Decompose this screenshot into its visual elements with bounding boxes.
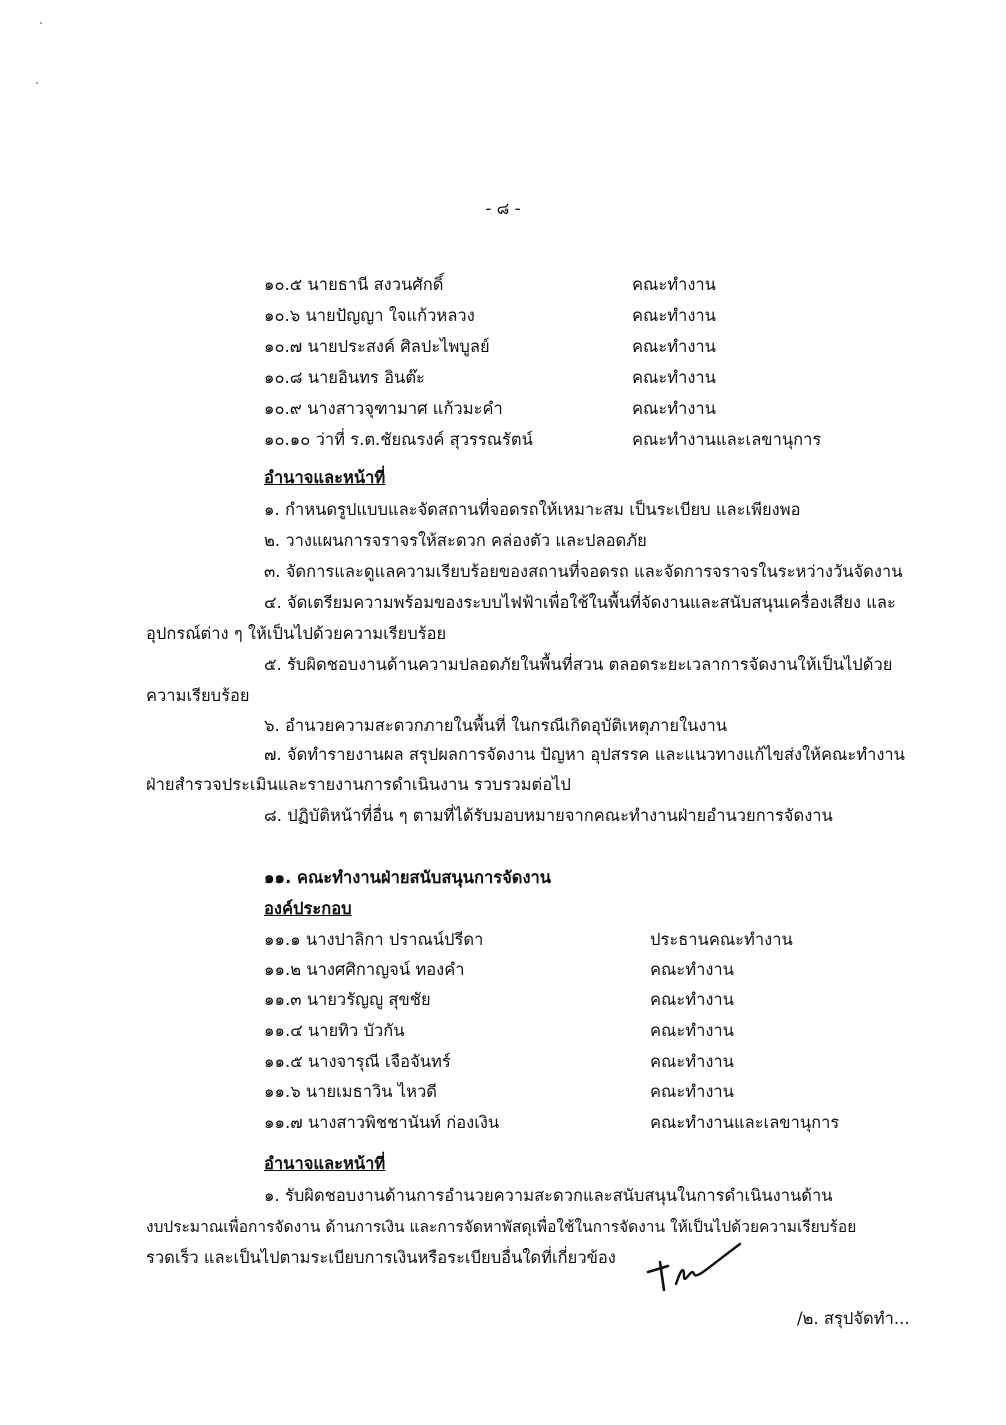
continuation-note: /๒. สรุปจัดทำ... (797, 1309, 910, 1328)
handwritten-signature (640, 1236, 750, 1296)
member-role: ประธานคณะทำงาน (650, 930, 793, 949)
member-role: คณะทำงานและเลขานุการ (632, 430, 822, 449)
member-name: ๑๐.๑๐ ว่าที่ ร.ต.ชัยณรงค์ สุวรรณรัตน์ (264, 430, 533, 449)
section-title: ๑๑. คณะทำงานฝ่ายสนับสนุนการจัดงาน (264, 868, 552, 887)
duty-item: ๓. จัดการและดูแลความเรียบร้อยของสถานที่จอดรถ และจัดการจราจรในระหว่างวันจัดงาน (264, 562, 903, 581)
member-role: คณะทำงาน (650, 1052, 734, 1071)
member-role: คณะทำงาน (632, 275, 716, 294)
member-name: ๑๐.๖ นายปัญญา ใจแก้วหลวง (264, 306, 475, 325)
duty-item: ๑. กำหนดรูปแบบและจัดสถานที่จอดรถให้เหมาะสม เป็นระเบียบ และเพียงพอ (264, 500, 801, 519)
duty-item: ๘. ปฏิบัติหน้าที่อื่น ๆ ตามที่ได้รับมอบหมายจากคณะทำงานฝ่ายอำนวยการจัดงาน (264, 806, 833, 825)
duty-item: ๗. จัดทำรายงานผล สรุปผลการจัดงาน ปัญหา อุปสรรค และแนวทางแก้ไขส่งให้คณะทำงาน (264, 745, 905, 764)
duty-item: ๕. รับผิดชอบงานด้านความปลอดภัยในพื้นที่สวน ตลอดระยะเวลาการจัดงานให้เป็นไปด้วย (264, 655, 893, 674)
member-role: คณะทำงาน (650, 1021, 734, 1040)
member-role: คณะทำงาน (632, 399, 716, 418)
member-name: ๑๑.๔ นายทิว บัวกัน (264, 1021, 405, 1040)
member-role: คณะทำงาน (650, 960, 734, 979)
duty-item-continuation: รวดเร็ว และเป็นไปตามระเบียบการเงินหรือระเบียบอื่นใดที่เกี่ยวข้อง (146, 1248, 616, 1267)
duty-item-continuation: ฝ่ายสำรวจประเมินและรายงานการดำเนินงาน รวบรวมต่อไป (146, 775, 571, 794)
member-name: ๑๐.๙ นางสาวจุฑามาศ แก้วมะคำ (264, 399, 503, 418)
duty-item-continuation: ความเรียบร้อย (146, 686, 250, 705)
scan-speck (40, 22, 42, 24)
member-role: คณะทำงาน (632, 306, 716, 325)
duty-item: ๒. วางแผนการจราจรให้สะดวก คล่องตัว และปลอดภัย (264, 531, 647, 550)
scan-speck (36, 82, 38, 84)
member-name: ๑๐.๕ นายธานี สงวนศักดิ์ (264, 275, 444, 294)
member-name: ๑๑.๓ นายวรัญญู สุขชัย (264, 990, 431, 1009)
member-role: คณะทำงาน (632, 337, 716, 356)
member-name: ๑๐.๗ นายประสงค์ ศิลปะไพบูลย์ (264, 337, 490, 356)
member-name: ๑๑.๑ นางปาลิกา ปราณน์ปรีดา (264, 930, 484, 949)
duties-heading: อำนาจและหน้าที่ (264, 468, 386, 487)
member-name: ๑๑.๖ นายเมธาวิน ไหวดี (264, 1082, 437, 1101)
member-name: ๑๑.๗ นางสาวพิชชานันท์ ก่องเงิน (264, 1113, 500, 1132)
duty-item: ๖. อำนวยความสะดวกภายในพื้นที่ ในกรณีเกิดอุบัติเหตุภายในงาน (264, 716, 728, 735)
duty-item: ๑. รับผิดชอบงานด้านการอำนวยความสะดวกและสนับสนุนในการดำเนินงานด้าน (264, 1186, 833, 1205)
member-role: คณะทำงาน (632, 368, 716, 387)
composition-heading: องค์ประกอบ (264, 899, 352, 918)
duty-item: ๔. จัดเตรียมความพร้อมของระบบไฟฟ้าเพื่อใช้ในพื้นที่จัดงานและสนับสนุนเครื่องเสียง และ (264, 593, 896, 612)
duties-heading: อำนาจและหน้าที่ (264, 1154, 386, 1173)
duty-item-continuation: งบประมาณเพื่อการจัดงาน ด้านการเงิน และการจัดหาพัสดุเพื่อใช้ในการจัดงาน ให้เป็นไปด้วยความเรียบร้อย (146, 1218, 857, 1236)
member-role: คณะทำงานและเลขานุการ (650, 1113, 840, 1132)
member-role: คณะทำงาน (650, 990, 734, 1009)
page-number: - ๘ - (485, 199, 521, 218)
member-role: คณะทำงาน (650, 1082, 734, 1101)
member-name: ๑๑.๒ นางศศิกาญจน์ ทองคำ (264, 960, 465, 979)
duty-item-continuation: อุปกรณ์ต่าง ๆ ให้เป็นไปด้วยความเรียบร้อย (146, 624, 447, 643)
member-name: ๑๐.๘ นายอินทร อินต๊ะ (264, 368, 425, 387)
member-name: ๑๑.๕ นางจารุณี เจือจันทร์ (264, 1052, 451, 1071)
